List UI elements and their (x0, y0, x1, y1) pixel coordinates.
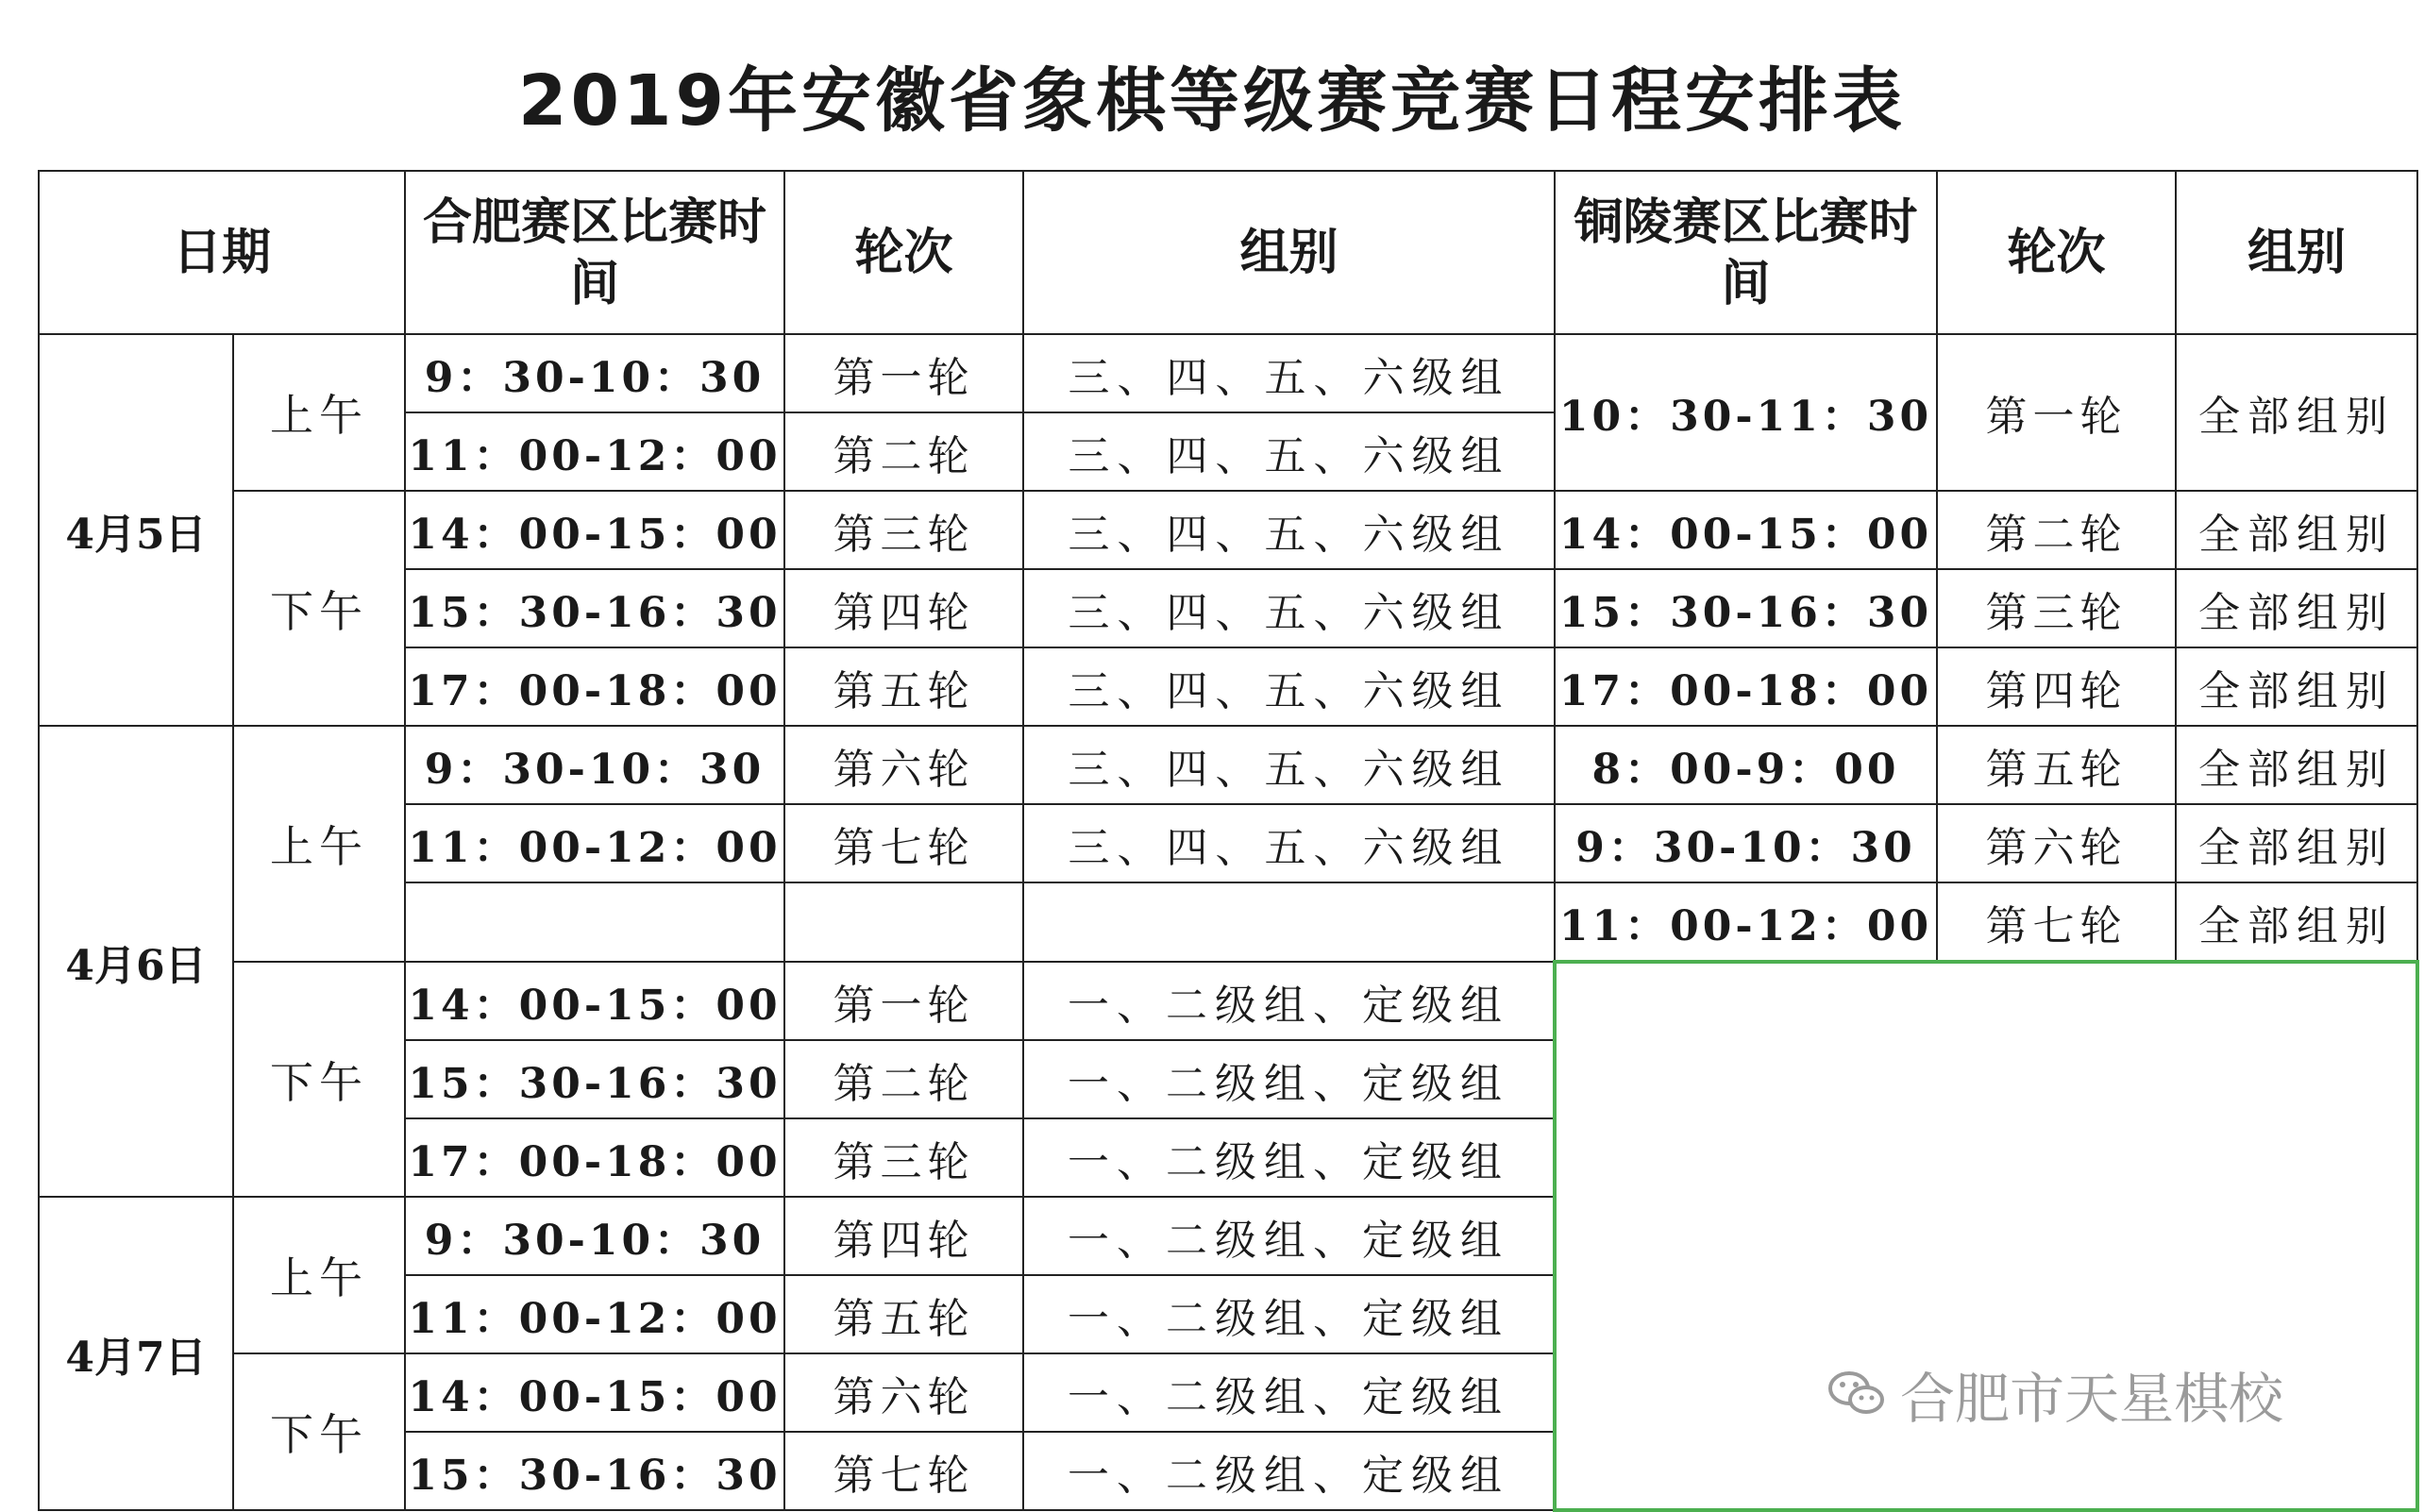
tongling-round-cell: 第二轮 (1937, 491, 2176, 569)
hefei-round-cell (784, 882, 1023, 962)
hefei-group-cell: 三、四、五、六级组 (1023, 804, 1555, 882)
header-hefei-time: 合肥赛区比赛时间 (405, 171, 784, 334)
hefei-time-cell: 11：00-12：00 (405, 804, 784, 882)
schedule-table (38, 170, 2419, 1512)
header-tongling-group: 组别 (2176, 171, 2417, 334)
hefei-group-cell: 三、四、五、六级组 (1023, 412, 1555, 491)
period-cell: 上午 (233, 1197, 405, 1353)
hefei-time-cell: 15：30-16：30 (405, 1040, 784, 1118)
tongling-group-cell: 全部组别 (2176, 726, 2417, 804)
hefei-time-cell: 9：30-10：30 (405, 726, 784, 804)
hefei-round-cell: 第三轮 (784, 491, 1023, 569)
table-row (39, 334, 2417, 412)
hefei-time-cell: 15：30-16：30 (405, 569, 784, 647)
hefei-group-cell (1023, 882, 1555, 962)
hefei-group-cell: 三、四、五、六级组 (1023, 726, 1555, 804)
hefei-time-cell (405, 882, 784, 962)
tongling-time-cell: 15：30-16：30 (1555, 569, 1937, 647)
period-cell: 下午 (233, 1353, 405, 1510)
hefei-round-cell: 第六轮 (784, 1353, 1023, 1432)
tongling-time-cell: 17：00-18：00 (1555, 647, 1937, 726)
tongling-time-cell: 10：30-11：30 (1555, 334, 1937, 491)
tongling-time-cell: 9：30-10：30 (1555, 804, 1937, 882)
header-row (39, 171, 2417, 334)
watermark (1826, 1354, 2283, 1434)
hefei-group-cell: 三、四、五、六级组 (1023, 569, 1555, 647)
hefei-round-cell: 第四轮 (784, 1197, 1023, 1275)
watermark-text: 合肥市天星棋校 (1900, 1367, 2284, 1431)
header-tongling-round: 轮次 (1937, 171, 2176, 334)
hefei-group-cell: 一、二级组、定级组 (1023, 1275, 1555, 1353)
table-row (39, 491, 2417, 569)
tongling-round-cell: 第七轮 (1937, 882, 2176, 962)
hefei-group-cell: 三、四、五、六级组 (1023, 647, 1555, 726)
hefei-round-cell: 第二轮 (784, 1040, 1023, 1118)
hefei-time-cell: 17：00-18：00 (405, 647, 784, 726)
hefei-round-cell: 第三轮 (784, 1118, 1023, 1197)
tongling-group-cell: 全部组别 (2176, 491, 2417, 569)
tongling-round-cell: 第一轮 (1937, 334, 2176, 491)
period-cell: 下午 (233, 962, 405, 1197)
hefei-group-cell: 三、四、五、六级组 (1023, 491, 1555, 569)
date-cell: 4月7日 (39, 1197, 233, 1510)
hefei-round-cell: 第七轮 (784, 1432, 1023, 1510)
hefei-round-cell: 第五轮 (784, 1275, 1023, 1353)
header-hefei-group: 组别 (1023, 171, 1555, 334)
hefei-group-cell: 一、二级组、定级组 (1023, 1040, 1555, 1118)
hefei-group-cell: 三、四、五、六级组 (1023, 334, 1555, 412)
hefei-time-cell: 9：30-10：30 (405, 334, 784, 412)
period-cell: 上午 (233, 334, 405, 491)
tongling-round-cell: 第三轮 (1937, 569, 2176, 647)
hefei-round-cell: 第一轮 (784, 962, 1023, 1040)
tongling-time-cell: 11：00-12：00 (1555, 882, 1937, 962)
hefei-time-cell: 14：00-15：00 (405, 1353, 784, 1432)
hefei-round-cell: 第四轮 (784, 569, 1023, 647)
hefei-group-cell: 一、二级组、定级组 (1023, 1432, 1555, 1510)
tongling-round-cell: 第六轮 (1937, 804, 2176, 882)
tongling-group-cell: 全部组别 (2176, 882, 2417, 962)
table-row (39, 726, 2417, 804)
hefei-time-cell: 11：00-12：00 (405, 412, 784, 491)
tongling-group-cell: 全部组别 (2176, 647, 2417, 726)
hefei-time-cell: 14：00-15：00 (405, 491, 784, 569)
hefei-round-cell: 第七轮 (784, 804, 1023, 882)
hefei-round-cell: 第二轮 (784, 412, 1023, 491)
date-cell: 4月5日 (39, 334, 233, 726)
hefei-time-cell: 11：00-12：00 (405, 1275, 784, 1353)
hefei-round-cell: 第六轮 (784, 726, 1023, 804)
header-hefei-round: 轮次 (784, 171, 1023, 334)
date-cell: 4月6日 (39, 726, 233, 1197)
header-tongling-time: 铜陵赛区比赛时间 (1555, 171, 1937, 334)
period-cell: 上午 (233, 726, 405, 962)
hefei-group-cell: 一、二级组、定级组 (1023, 1118, 1555, 1197)
tongling-round-cell: 第四轮 (1937, 647, 2176, 726)
tongling-group-cell: 全部组别 (2176, 334, 2417, 491)
period-cell: 下午 (233, 491, 405, 726)
hefei-round-cell: 第五轮 (784, 647, 1023, 726)
table-row (39, 962, 2417, 1040)
tongling-time-cell: 8：00-9：00 (1555, 726, 1937, 804)
hefei-round-cell: 第一轮 (784, 334, 1023, 412)
wechat-icon (1826, 1368, 1887, 1420)
tongling-time-cell: 14：00-15：00 (1555, 491, 1937, 569)
hefei-group-cell: 一、二级组、定级组 (1023, 1197, 1555, 1275)
hefei-time-cell: 15：30-16：30 (405, 1432, 784, 1510)
hefei-group-cell: 一、二级组、定级组 (1023, 1353, 1555, 1432)
tongling-round-cell: 第五轮 (1937, 726, 2176, 804)
tongling-group-cell: 全部组别 (2176, 569, 2417, 647)
hefei-group-cell: 一、二级组、定级组 (1023, 962, 1555, 1040)
hefei-time-cell: 9：30-10：30 (405, 1197, 784, 1275)
hefei-time-cell: 14：00-15：00 (405, 962, 784, 1040)
tongling-group-cell: 全部组别 (2176, 804, 2417, 882)
hefei-time-cell: 17：00-18：00 (405, 1118, 784, 1197)
header-date: 日期 (39, 171, 405, 334)
page-title: 2019年安徽省象棋等级赛竞赛日程安排表 (518, 60, 1906, 142)
